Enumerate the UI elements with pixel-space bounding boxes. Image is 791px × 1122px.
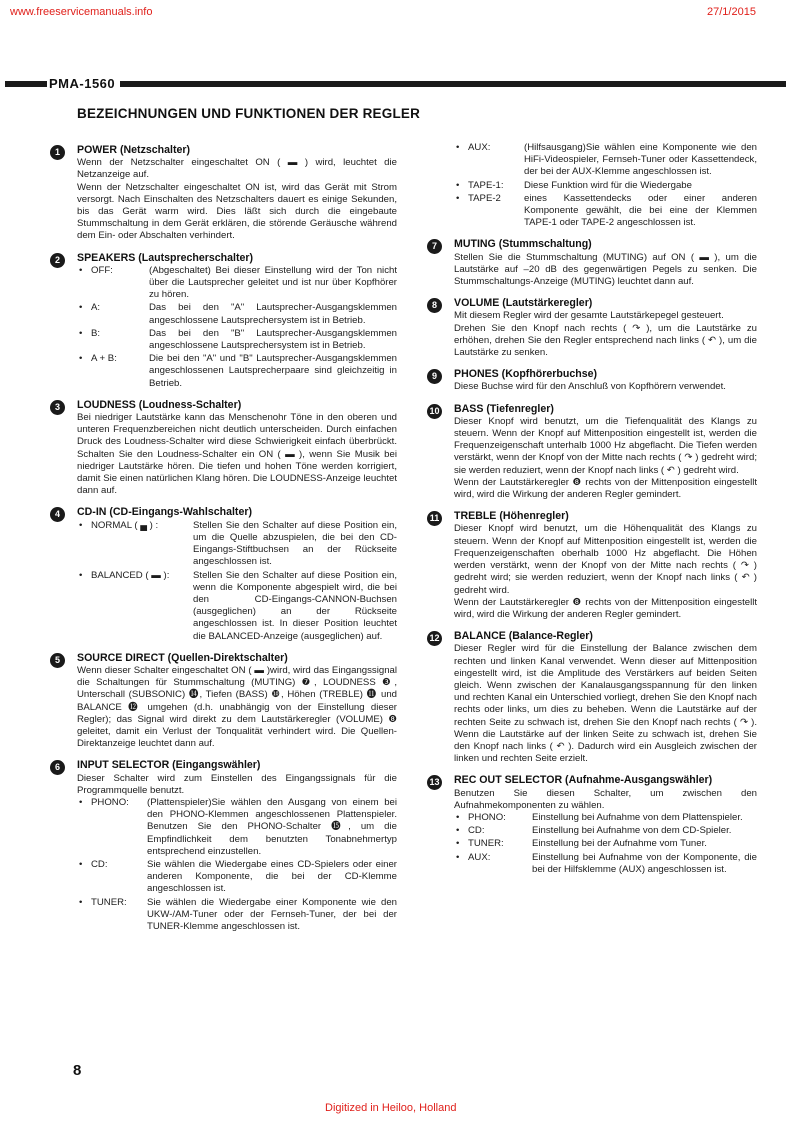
page-title: BEZEICHNUNGEN UND FUNKTIONEN DER REGLER [77,106,421,121]
list-item: • OFF: (Abgeschaltet) Bei dieser Einstellung wird der Ton nicht über die Lautsprecher geleitet und ist nur über Kopfhörer zu hören. [79,264,397,301]
item-label: PHONO: [468,811,506,823]
section-number-badge: 13 [427,775,442,790]
section-text: Dieser Knopf wird benutzt, um die Höhenqualität des Klangs zu steuern. Wenn der Knopf auf Mittenposition eingestellt ist, werden die Frequenzeigenschaften oberhalb 1000 Hz abgeflacht. Die Höhen werden verstärkt, wenn der Knopf von der Mitte nach rechts ( ↷ ) gedreht wird; sie werden reduziert, wenn der Knopf nach links ( ↶ ) gedreht wird. [454,523,757,596]
item-label: A: [91,302,101,314]
section-text: Wenn der Lautstärkeregler ❽ rechts von der Mittenposition eingestellt wird, wird die Wirkung der anderen Regler gemindert. [454,476,757,501]
section-text: Wenn der Netzschalter eingeschaltet ON ( ▬ ) wird, leuchtet die Netzanzeige auf. [77,157,397,181]
section-title: SPEAKERS (Lautsprecherschalter) [77,251,254,264]
footer-credit: Digitized in Heiloo, Holland [325,1102,457,1114]
section-text: Wenn dieser Schalter eingeschaltet ON ( ▬ )wird, wird das Eingangssignal die Schaltungen für Stummschaltung (MUTING) ❼, LOUDNESS ❸, Unterschall (SUBSONIC) ⓮, Tiefen (BASS) ❿, Höhen (TREBLE) ⓫ und BALANCE ⓬ umgehen (d.h. unabhängig von der Einstellung dieser Regler); das Signal wird direkt zu dem Lautstärkeregler (VOLUME) ❽ geleitet, damit ein Verlust der Tonqualität verhindert wird. Die Quellen-Direktanzeige leuchtet dann auf. [77,664,397,750]
section-power [54,144,397,243]
list-item: • NORMAL ( ▄ ) : Stellen Sie den Schalter auf diese Position ein, um die Quelle abzuspielen, die bei den CD-Eingangs-Stiftbuchsen an der Rückseite angeschlossen ist. [79,519,397,568]
right-column [429,142,757,885]
section-title: SOURCE DIRECT (Quellen-Direktschalter) [77,651,288,664]
section-bass [429,402,757,502]
section-text: Dieser Schalter wird zum Einstellen des Eingangssignals für die Programmquelle benutzt. [77,772,397,796]
section-text: Drehen Sie den Knopf nach rechts ( ↷ ), um die Lautstärke zu erhöhen, drehen Sie den Regler entsprechend nach links ( ↶ ), um die Lautstärke zu senken. [454,322,757,359]
section-title: CD-IN (CD-Eingangs-Wahlschalter) [77,506,252,519]
section-text: Wenn der Netzschalter eingeschaltet ON ist, wird das Gerät mit Strom versorgt. Nach Einschalten des Netzschalters dauert es einige Sekunden, bis das Gerät warm wird. Dies läßt sich durch die eingebaute Stummschaltung in dem Gerät erklären, die störende Geräusche während dem Ein- oder Abschalten verhindert. [77,181,397,242]
section-number-badge: 9 [427,369,442,384]
section-title: MUTING (Stummschaltung) [454,238,592,251]
list-item: • TAPE-2 eines Kassettendecks oder einer anderen Komponente gewählt, die bei eine der Klemmen TAPE-1 oder TAPE-2 angeschlossen ist. [456,192,757,229]
item-text: Einstellung bei Aufnahme von dem CD-Spieler. [532,825,732,837]
item-text: Diese Funktion wird für die Wiedergabe [524,179,692,191]
scan-date: 27/1/2015 [707,6,756,18]
item-text: (Hilfsausgang)Sie wählen eine Komponente wie den HiFi-Videospieler, Fernseh-Tuner oder Kassettendeck, der bei der AUX-Klemme angeschlossen ist. [524,142,757,178]
list-item: • AUX: Einstellung bei Aufnahme von der Komponente, die bei der Hilfsklemme (AUX) angeschlossen ist. [456,851,757,875]
page-number: 8 [73,1062,82,1079]
section-title: INPUT SELECTOR (Eingangswähler) [77,759,261,772]
section-text: Bei niedriger Lautstärke kann das Menschenohr Töne in den oberen und unteren Frequenzbereichen nicht deutlich unterscheiden. Durch einfachen Druck des Loudness-Schalter wird diese Schwierigkeit einfach überbrückt. Schalten Sie den Loudness-Schalter ein ON ( ▬ ), wenn Sie Musik bei niedriger Lautstärke hören. Die tiefen und hohen Töne werden korrigiert, damit Sie einen natürlichen Klang hören. Die LOUDNESS-Anzeige leuchtet dann auf. [77,412,397,497]
item-label: OFF: [91,264,113,276]
item-text: Das bei den "A" Lautsprecher-Ausgangsklemmen angeschlossene Lautsprechersystem ist in Betrieb. [149,302,397,326]
list-item: • CD: Sie wählen die Wiedergabe eines CD-Spielers oder einer anderen Komponente, die bei der CD-Klemme angeschlossen ist. [79,858,397,895]
item-label: CD: [91,858,108,870]
model-header-bar [5,78,786,89]
section-balance [429,630,757,765]
section-title: BALANCE (Balance-Regler) [454,630,593,643]
item-text: Die bei den "A" und "B" Lautsprecher-Ausgangsklemmen angeschlossenen Lautsprecherpaare sind gleichzeitig in Betrieb. [149,353,397,389]
item-text: Stellen Sie den Schalter auf diese Position ein, wenn die Komponente abgespielt wird, die bei den CD-Eingangs-CANNON-Buchsen (ausgeglichen) an der Rückseite angeschlossen ist. In dieser Position leuchtet die BALANCED-Anzeige (ausgeglichen) auf. [193,569,397,642]
item-label: PHONO: [91,796,129,808]
item-label: AUX: [468,142,491,153]
site-link[interactable]: www.freeservicemanuals.info [10,6,153,18]
section-input-selector [54,759,397,933]
list-item: • A: Das bei den "A" Lautsprecher-Ausgangsklemmen angeschlossene Lautsprechersystem ist in Betrieb. [79,302,397,326]
item-label: TAPE-1: [468,179,504,191]
section-speakers [54,251,397,390]
section-number-badge: 3 [50,400,65,415]
section-loudness [54,398,397,498]
list-item: • TAPE-1: Diese Funktion wird für die Wiedergabe [454,180,757,192]
list-item: • TUNER: Einstellung bei der Aufnahme vom Tuner. [454,838,757,850]
section-text: Diese Buchse wird für den Anschluß von Kopfhörern verwendet. [454,381,726,393]
section-number-badge: 7 [427,239,442,254]
list-item: • AUX: (Hilfsausgang)Sie wählen eine Komponente wie den HiFi-Videospieler, Fernseh-Tuner oder Kassettendeck, der bei der AUX-Klemme angeschlossen ist. [456,142,757,178]
section-text: Dieser Regler wird für die Einstellung der Balance zwischen dem rechten und linken Kanal verwendet. Wenn dieser auf Mittenposition eingestellt wird, ist die Amplitude des Verstärkers auf beiden Seiten gleich. Wenn zwischen der Kanalausgangsspannung für den linken und rechten Kanal ein Unterschied vorliegt, drehen Sie den Knopf nach rechts oder links, um dies zu beheben. Wenn die Lautstärke auf der rechten Seite zu schwach ist, drehen Sie den Knopf nach rechts ( ↷ ). Wenn die Lautstärke auf der linken Seite zu schwach ist, drehen Sie den Knopf nach links ( ↶ ). Dadurch wird ein Ausgleich zwischen der linken und rechten Seite erzielt. [454,643,757,765]
list-item: • PHONO: (Plattenspieler)Sie wählen den Ausgang von einem bei den PHONO-Klemmen angeschlossenen Plattenspieler. Benutzen Sie den PHONO-Schalter ⓯, um die Empfindlichkeit dem benutzten Tonabnehmertyp entsprechend einzustellen. [79,796,397,857]
list-item: • CD: Einstellung bei Aufnahme von dem CD-Spieler. [454,825,757,837]
left-column [54,142,397,942]
item-label: TAPE-2 [468,192,501,204]
item-text: (Plattenspieler)Sie wählen den Ausgang von einem bei den PHONO-Klemmen angeschlossenen Plattenspieler. Benutzen Sie den PHONO-Schalter ⓯, um die Empfindlichkeit dem benutzten Tonabnehmertyp entsprechend einzustellen. [147,796,397,857]
item-text: Einstellung bei der Aufnahme vom Tuner. [532,838,707,850]
list-item: • B: Das bei den "B" Lautsprecher-Ausgangsklemmen angeschlossene Lautsprechersystem ist in Betrieb. [79,327,397,352]
list-item: • A + B: Die bei den "A" und "B" Lautsprecher-Ausgangsklemmen angeschlossenen Lautsprecherpaare sind gleichzeitig in Betrieb. [79,353,397,389]
section-rec-out-selector [429,774,757,876]
section-text: Wenn der Lautstärkeregler ❽ rechts von der Mittenposition eingestellt wird, wird die Wirkung der anderen Regler gemindert. [454,596,757,620]
section-number-badge: 4 [50,507,65,522]
section-source-direct [54,651,397,751]
section-number-badge: 10 [427,404,442,419]
list-item: • PHONO: Einstellung bei Aufnahme von dem Plattenspieler. [454,812,757,824]
item-text: Einstellung bei Aufnahme von der Komponente, die bei der Hilfsklemme (AUX) angeschlossen ist. [532,851,757,875]
section-number-badge: 12 [427,631,442,646]
item-label: BALANCED ( ▬ ): [91,569,170,581]
item-text: Sie wählen die Wiedergabe eines CD-Spielers oder einer anderen Komponente, die bei der CD-Klemme angeschlossen ist. [147,858,397,895]
section-number-badge: 6 [50,760,65,775]
section-text: Stellen Sie die Stummschaltung (MUTING) auf ON ( ▬ ), um die Lautstärke auf –20 dB des gegenwärtigen Pegels zu senken. Die Stummschaltungs-Anzeige (MUTING) leuchtet dann auf. [454,251,757,288]
item-text: eines Kassettendecks oder einer anderen Komponente gewählt, die bei eine der Klemmen TAPE-1 oder TAPE-2 angeschlossen ist. [524,192,757,229]
item-text: (Abgeschaltet) Bei dieser Einstellung wird der Ton nicht über die Lautsprecher geleitet und ist nur über Kopfhörer zu hören. [149,264,397,301]
section-treble [429,510,757,621]
section-text: Dieser Knopf wird benutzt, um die Tiefenqualität des Klangs zu steuern. Wenn der Knopf auf Mittenposition eingestellt ist, werden die Frequenzeigenschaft unterhalb 1000 Hz abgeflacht. Die Tiefen werden verstärkt, wenn der Knopf von der Mitte nach rechts ( ↷ ) gedreht wird; sie werden reduziert, wenn der Knopf nach links ( ↶ ) gedreht wird. [454,415,757,476]
section-title: BASS (Tiefenregler) [454,402,554,415]
section-title: POWER (Netzschalter) [77,144,191,156]
section-number-badge: 5 [50,653,65,668]
section-cd-in [54,506,397,642]
item-label: TUNER: [468,838,504,850]
section-title: TREBLE (Höhenregler) [454,510,569,523]
section-volume [431,297,757,359]
header-rule [5,81,786,87]
section-text: Benutzen Sie diesen Schalter, um zwischen den Aufnahmekomponenten zu wählen. [454,787,757,811]
item-label: B: [91,327,101,339]
item-label: TUNER: [91,896,127,908]
item-text: Das bei den "B" Lautsprecher-Ausgangsklemmen angeschlossene Lautsprechersystem ist in Betrieb. [149,327,397,352]
list-item: • TUNER: Sie wählen die Wiedergabe einer Komponente wie den UKW-/AM-Tuner oder der Fernseh-Tuner, der bei der TUNER-Klemme angeschlossen ist. [79,896,397,932]
list-item: • BALANCED ( ▬ ): Stellen Sie den Schalter auf diese Position ein, wenn die Komponente abgespielt wird, die bei den CD-Eingangs-CANNON-Buchsen (ausgeglichen) an der Rückseite angeschlossen ist. In dieser Position leuchtet die BALANCED-Anzeige (ausgeglichen) auf. [79,569,397,642]
model-name: PMA-1560 [47,76,120,91]
section-muting [431,238,757,288]
item-text: Sie wählen die Wiedergabe einer Komponente wie den UKW-/AM-Tuner oder der Fernseh-Tuner, der bei der TUNER-Klemme angeschlossen ist. [147,896,397,932]
section-number-badge: 2 [50,253,65,268]
section-input-selector-continued [454,142,757,229]
section-number-badge: 11 [427,511,442,526]
section-number-badge: 1 [50,145,65,160]
section-title: REC OUT SELECTOR (Aufnahme-Ausgangswähler) [454,774,713,787]
section-text: Mit diesem Regler wird der gesamte Lautstärkepegel gesteuert. [454,310,724,322]
item-text: Einstellung bei Aufnahme von dem Plattenspieler. [532,811,743,823]
section-title: VOLUME (Lautstärkeregler) [454,297,593,310]
item-label: CD: [468,825,485,837]
item-label: NORMAL ( ▄ ) : [91,519,159,531]
section-number-badge: 8 [427,298,442,313]
item-label: AUX: [468,851,491,863]
item-text: Stellen Sie den Schalter auf diese Position ein, um die Quelle abzuspielen, die bei den CD-Eingangs-Stiftbuchsen an der Rückseite angeschlossen ist. [193,519,397,568]
item-label: A + B: [91,353,117,365]
section-title: PHONES (Kopfhörerbuchse) [454,368,598,381]
section-title: LOUDNESS (Loudness-Schalter) [77,398,242,411]
section-phones [431,368,757,393]
